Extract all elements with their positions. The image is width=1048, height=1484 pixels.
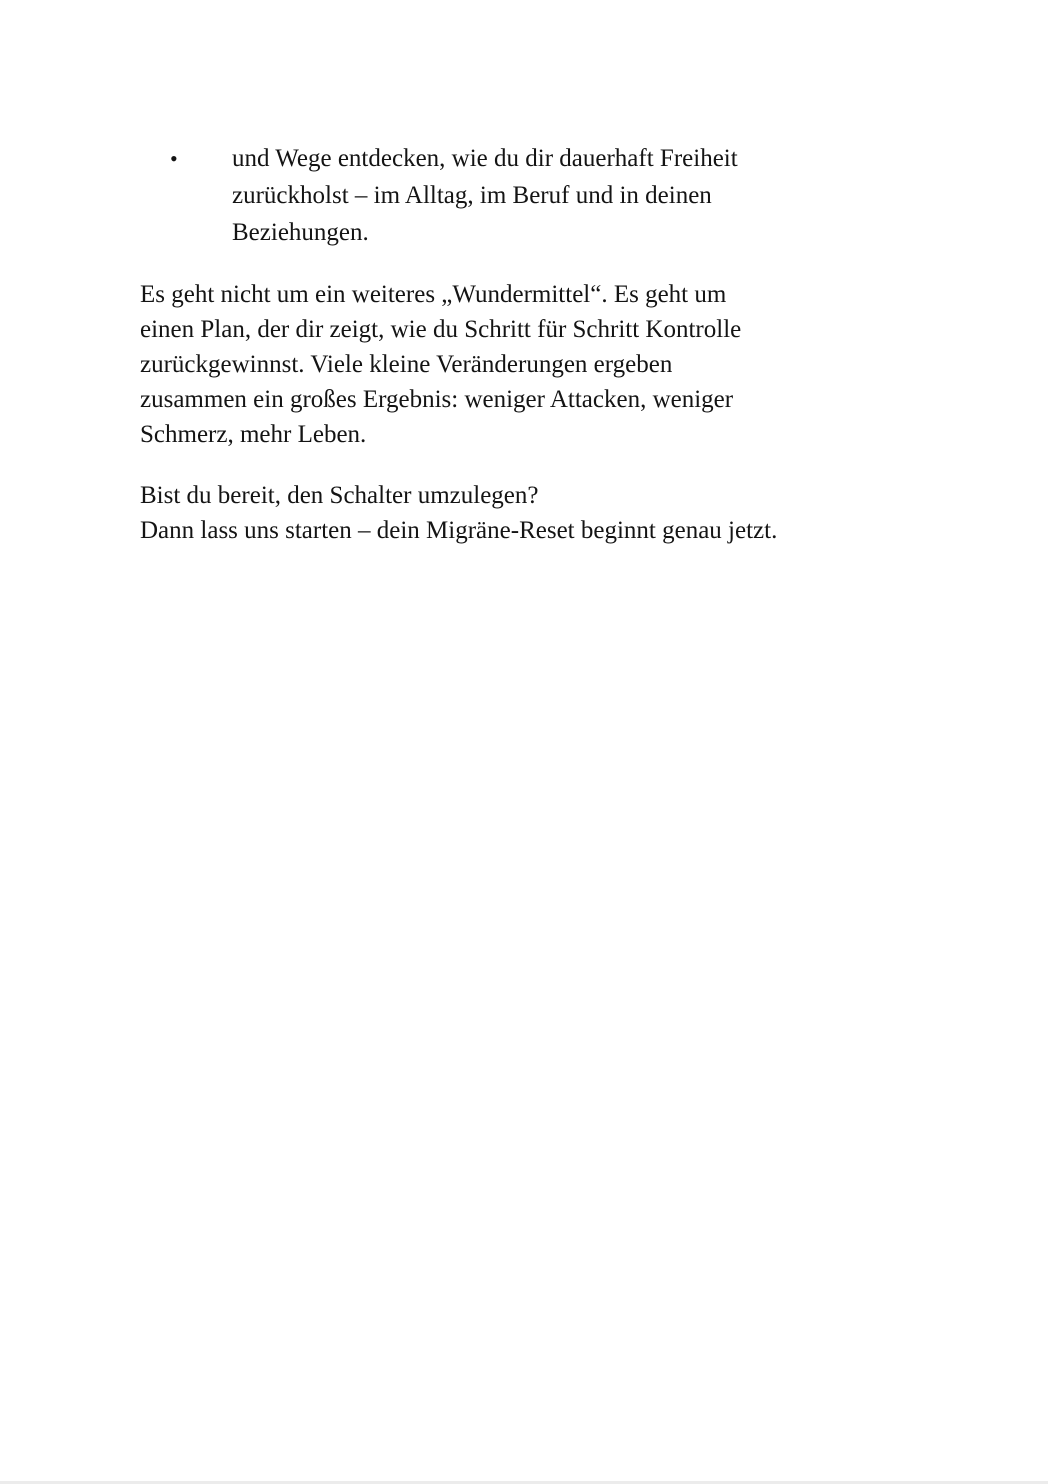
bullet-marker: •: [170, 146, 178, 171]
paragraph-line: Dann lass uns starten – dein Migräne-Reset beginnt genau jetzt.: [140, 517, 778, 544]
bullet-text: [232, 140, 928, 251]
paragraph-call-to-action: [140, 478, 928, 548]
bullet-text-line: und Wege entdecken, wie du dir dauerhaft Freiheit: [232, 145, 738, 172]
bullet-list-item: [140, 140, 928, 251]
paragraph-plan: [140, 277, 928, 452]
paragraph-line: Schmerz, mehr Leben.: [140, 421, 367, 448]
bullet-text-line: zurückholst – im Alltag, im Beruf und in deinen: [232, 182, 712, 209]
paragraph-line: Es geht nicht um ein weiteres „Wundermittel“. Es geht um: [140, 281, 727, 308]
paragraph-line: zusammen ein großes Ergebnis: weniger Attacken, weniger: [140, 386, 734, 413]
bullet-text-line: Beziehungen.: [232, 219, 369, 246]
paragraph-line: zurückgewinnst. Viele kleine Veränderungen ergeben: [140, 351, 673, 378]
paragraph-line: Bist du bereit, den Schalter umzulegen?: [140, 482, 539, 509]
paragraph-line: einen Plan, der dir zeigt, wie du Schritt für Schritt Kontrolle: [140, 316, 742, 343]
